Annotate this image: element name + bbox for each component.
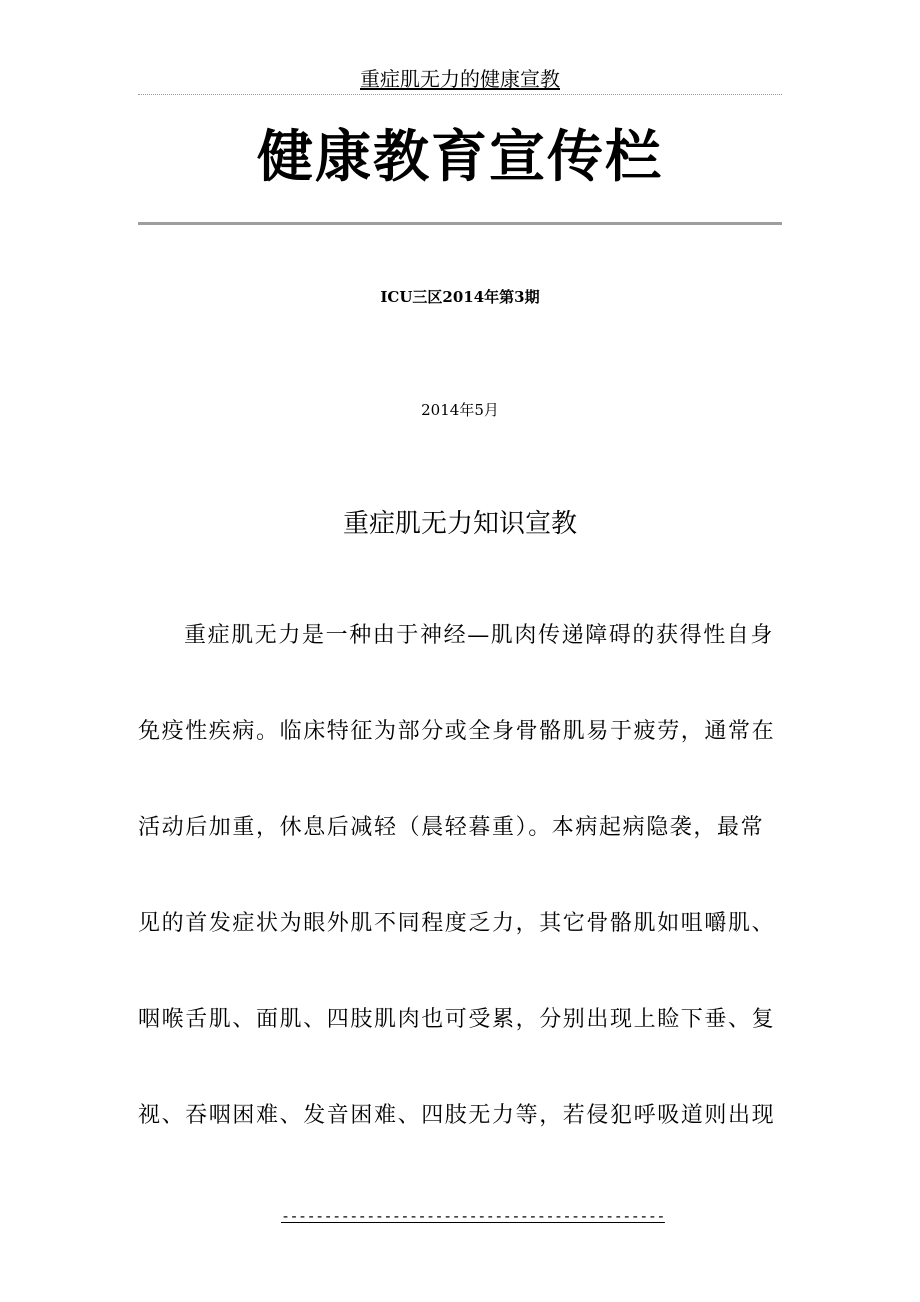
- title-divider: [138, 222, 782, 225]
- article-line: 免疫性疾病。临床特征为部分或全身骨骼肌易于疲劳，通常在: [138, 719, 776, 744]
- page-title: 健康教育宣传栏: [257, 125, 663, 190]
- article-line: 咽喉舌肌、面肌、四肢肌肉也可受累，分别出现上睑下垂、复: [138, 1007, 776, 1032]
- article-line: 活动后加重，休息后减轻（晨轻暮重）。本病起病隐袭，最常: [138, 815, 765, 840]
- article-title: 重症肌无力知识宣教: [342, 509, 577, 539]
- running-header: [138, 64, 782, 95]
- footer-dashed-rule: ---------------------------------------------: [281, 1207, 665, 1225]
- article-body: [138, 614, 782, 1190]
- issue-number: ICU三区2014年第3期: [380, 288, 540, 306]
- running-header-title: 重症肌无力的健康宣教: [360, 67, 560, 91]
- article-line: 见的首发症状为眼外肌不同程度乏力，其它骨骼肌如咀嚼肌、: [138, 911, 776, 936]
- article-line: 重症肌无力是一种由于神经—肌肉传递障碍的获得性自身: [184, 623, 775, 648]
- article-line: 视、吞咽困难、发音困难、四肢无力等，若侵犯呼吸道则出现: [138, 1103, 776, 1128]
- issue-date: 2014年5月: [421, 401, 499, 419]
